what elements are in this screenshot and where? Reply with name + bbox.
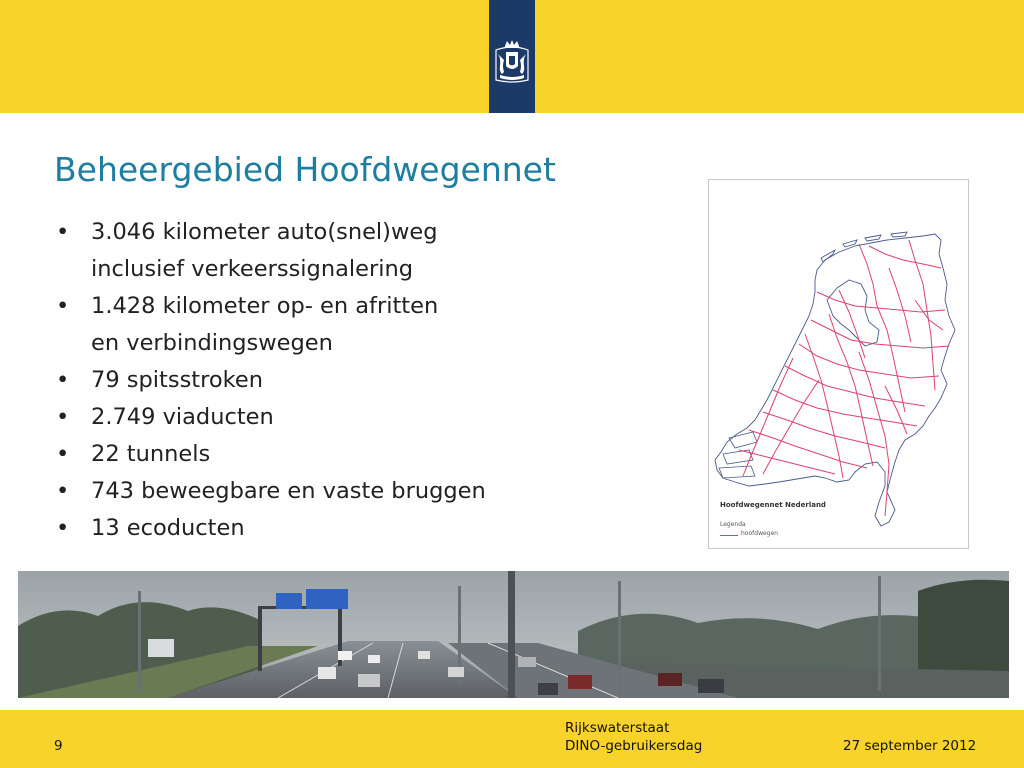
legend-item-label: hoofdwegen (741, 530, 778, 537)
bullet-item (56, 214, 656, 288)
bullet-dot: • (56, 441, 70, 467)
bullet-text: 2.749 viaducten (91, 404, 274, 430)
bullet-dot: • (56, 219, 70, 245)
bullet-dot: • (56, 404, 70, 430)
highway-lines (739, 240, 949, 516)
bullet-item (56, 473, 656, 510)
bullet-text: 743 beweegbare en vaste bruggen (91, 478, 486, 504)
bullet-text: 1.428 kilometer op- en afritten (91, 293, 439, 319)
bullet-text: 13 ecoducten (91, 515, 245, 541)
bullet-item (56, 436, 656, 473)
royal-coat-of-arms-icon (492, 38, 532, 84)
slide-title: Beheergebied Hoofdwegennet (54, 150, 556, 189)
bullet-item (56, 399, 656, 436)
page-number: 9 (54, 738, 63, 754)
island-outline (865, 235, 881, 241)
bullet-text-continued: inclusief verkeerssignalering (91, 256, 414, 282)
footer-organization: Rijkswaterstaat (565, 720, 670, 736)
legend-road-swatch (720, 535, 738, 536)
bullet-text-continued: en verbindingswegen (91, 330, 333, 356)
bullet-text: 3.046 kilometer auto(snel)weg (91, 219, 438, 245)
highway-photo (18, 571, 1009, 698)
bullet-text: 22 tunnels (91, 441, 211, 467)
bullet-dot: • (56, 515, 70, 541)
delta-outline (729, 432, 757, 448)
country-outline (715, 234, 955, 526)
footer-event: DINO-gebruikersdag (565, 738, 703, 754)
bullet-text: 79 spitsstroken (91, 367, 263, 393)
legend-label: Legenda (720, 521, 746, 528)
bullet-dot: • (56, 367, 70, 393)
bullet-list (56, 214, 656, 547)
bullet-item (56, 510, 656, 547)
island-outline (891, 232, 907, 237)
bullet-dot: • (56, 293, 70, 319)
netherlands-map-image (709, 180, 968, 548)
map-title: Hoofdwegennet Nederland (720, 501, 826, 509)
road-network-map (708, 179, 969, 549)
highway-photo-image (18, 571, 1009, 698)
lake-outline (827, 280, 879, 346)
bullet-item (56, 362, 656, 399)
delta-outline (719, 466, 755, 478)
footer-date: 27 september 2012 (843, 738, 977, 754)
bullet-dot: • (56, 478, 70, 504)
bullet-item (56, 288, 656, 362)
